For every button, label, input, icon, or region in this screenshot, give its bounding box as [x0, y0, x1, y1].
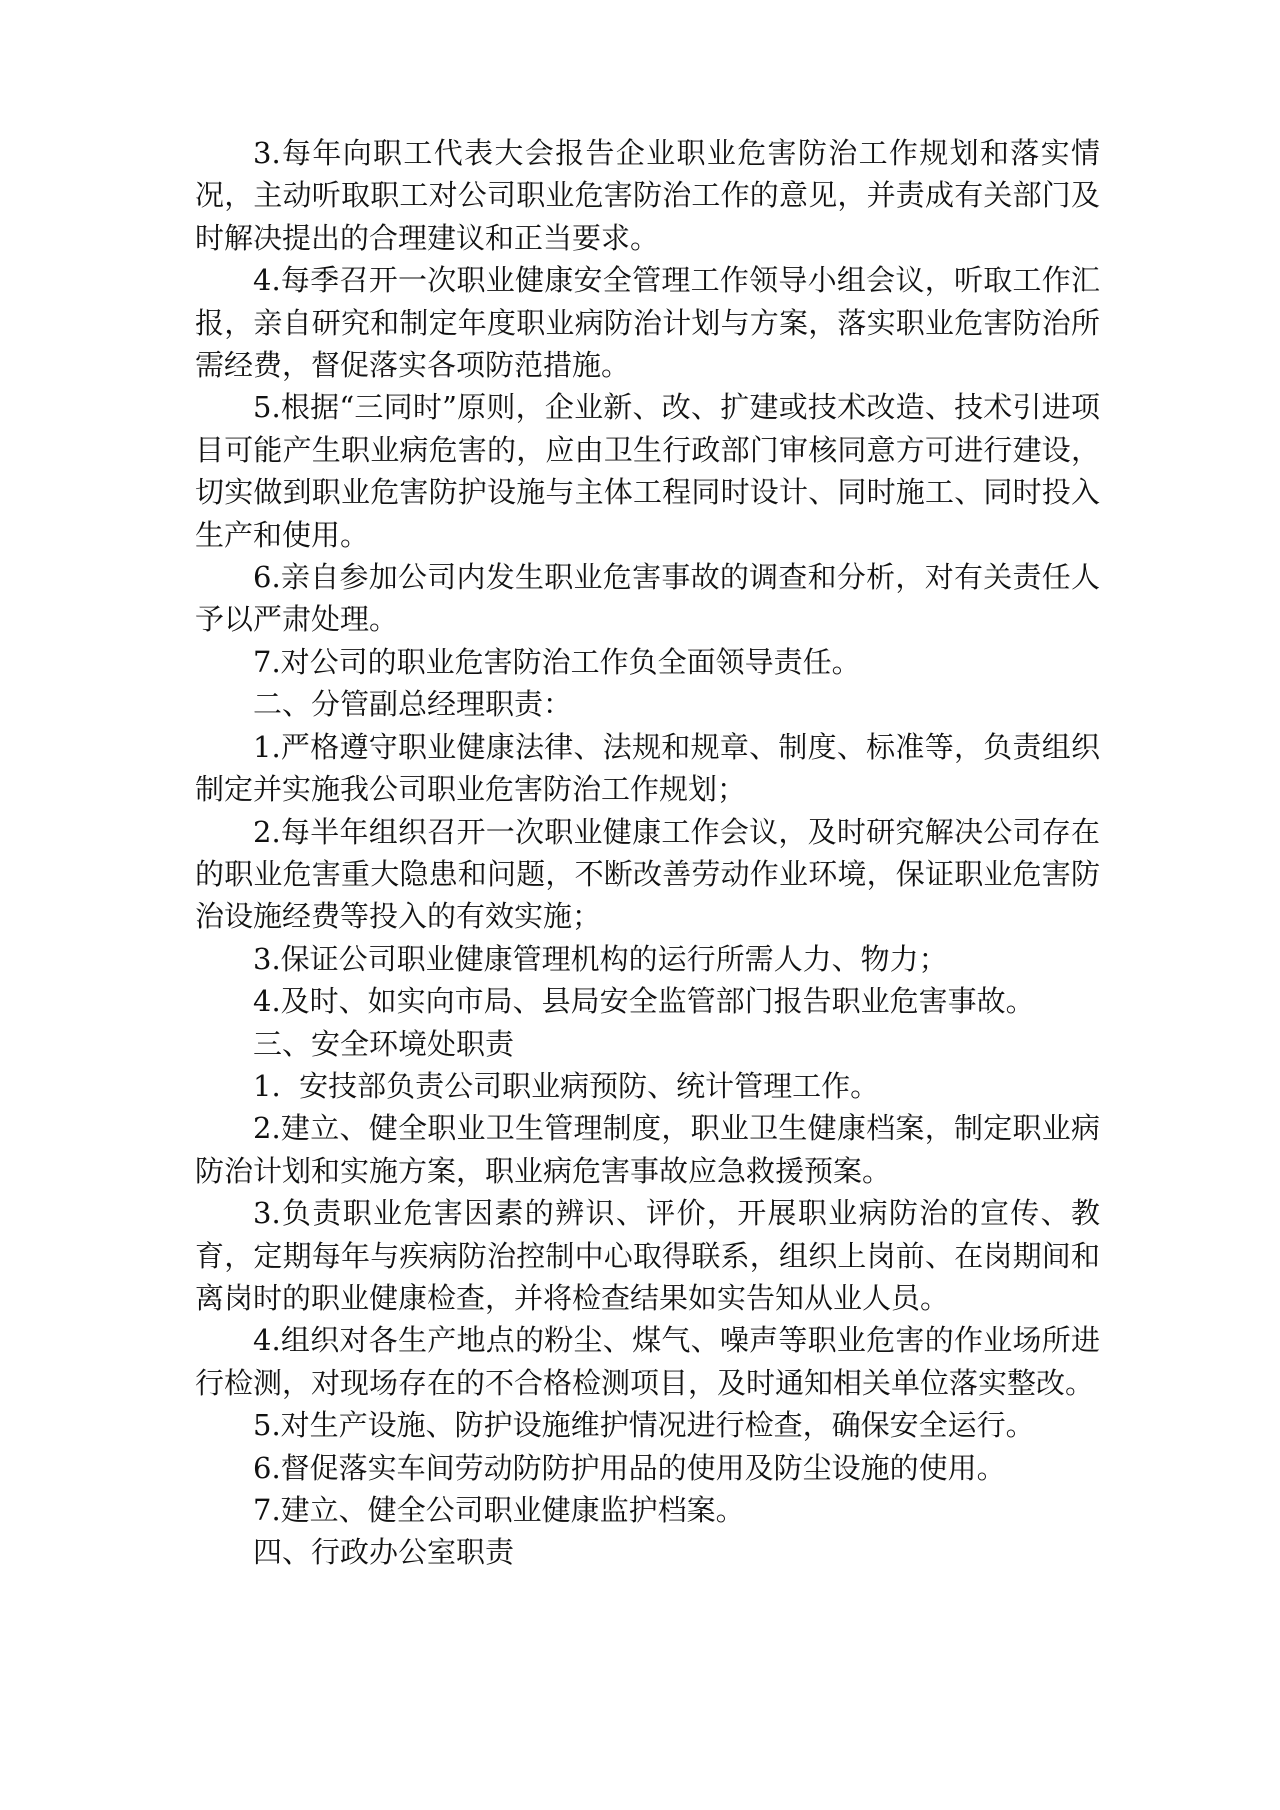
paragraph-safety-5: 5.对生产设施、防护设施维护情况进行检查，确保安全运行。: [253, 1408, 1035, 1443]
section-heading-safety-env: 三、安全环境处职责: [253, 1026, 515, 1061]
paragraph-safety-7: 7.建立、健全公司职业健康监护档案。: [253, 1493, 745, 1527]
document-page: [195, 132, 1100, 1574]
paragraph-safety-4: 4.组织对各生产地点的粉尘、煤气、噪声等职业危害的作业场所进行检测，对现场存在的不合格检测项目，及时通知相关单位落实整改。: [195, 1323, 1100, 1400]
section-heading-deputy-gm: 二、分管副总经理职责：: [253, 687, 573, 722]
paragraph-safety-3: 3.负责职业危害因素的辨识、评价，开展职业病防治的宣传、教育，定期每年与疾病防治控制中心取得联系，组织上岗前、在岗期间和离岗时的职业健康检查，并将检查结果如实告知从业人员。: [195, 1196, 1100, 1315]
paragraph-top-5: 5.根据“三同时”原则，企业新、改、扩建或技术改造、技术引进项目可能产生职业病危害的，应由卫生行政部门审核同意方可进行建设，切实做到职业危害防护设施与主体工程同时设计、同时施工、同时投入生产和使用。: [195, 390, 1100, 552]
paragraph-top-7: 7.对公司的职业危害防治工作负全面领导责任。: [253, 644, 861, 679]
paragraph-deputy-1: 1.严格遵守职业健康法律、法规和规章、制度、标准等，负责组织制定并实施我公司职业危害防治工作规划；: [195, 729, 1100, 807]
paragraph-top-6: 6.亲自参加公司内发生职业危害事故的调查和分析，对有关责任人予以严肃处理。: [195, 560, 1100, 637]
paragraph-safety-2: 2.建立、健全职业卫生管理制度，职业卫生健康档案，制定职业病防治计划和实施方案，职业病危害事故应急救援预案。: [195, 1111, 1100, 1188]
paragraph-top-3: 3.每年向职工代表大会报告企业职业危害防治工作规划和落实情况，主动听取职工对公司职业危害防治工作的意见，并责成有关部门及时解决提出的合理建议和正当要求。: [195, 136, 1100, 255]
paragraph-deputy-4: 4.及时、如实向市局、县局安全监管部门报告职业危害事故。: [253, 984, 1035, 1019]
paragraph-safety-1: 1. 安技部负责公司职业病预防、统计管理工作。: [253, 1068, 880, 1103]
section-heading-admin-office: 四、行政办公室职责: [253, 1535, 515, 1570]
paragraph-top-4: 4.每季召开一次职业健康安全管理工作领导小组会议，听取工作汇报，亲自研究和制定年度职业病防治计划与方案，落实职业危害防治所需经费，督促落实各项防范措施。: [195, 263, 1100, 383]
paragraph-deputy-3: 3.保证公司职业健康管理机构的运行所需人力、物力；: [253, 941, 948, 976]
paragraph-deputy-2: 2.每半年组织召开一次职业健康工作会议，及时研究解决公司存在的职业危害重大隐患和问题，不断改善劳动作业环境，保证职业危害防治设施经费等投入的有效实施；: [195, 814, 1100, 934]
paragraph-safety-6: 6.督促落实车间劳动防防护用品的使用及防尘设施的使用。: [253, 1450, 1006, 1485]
